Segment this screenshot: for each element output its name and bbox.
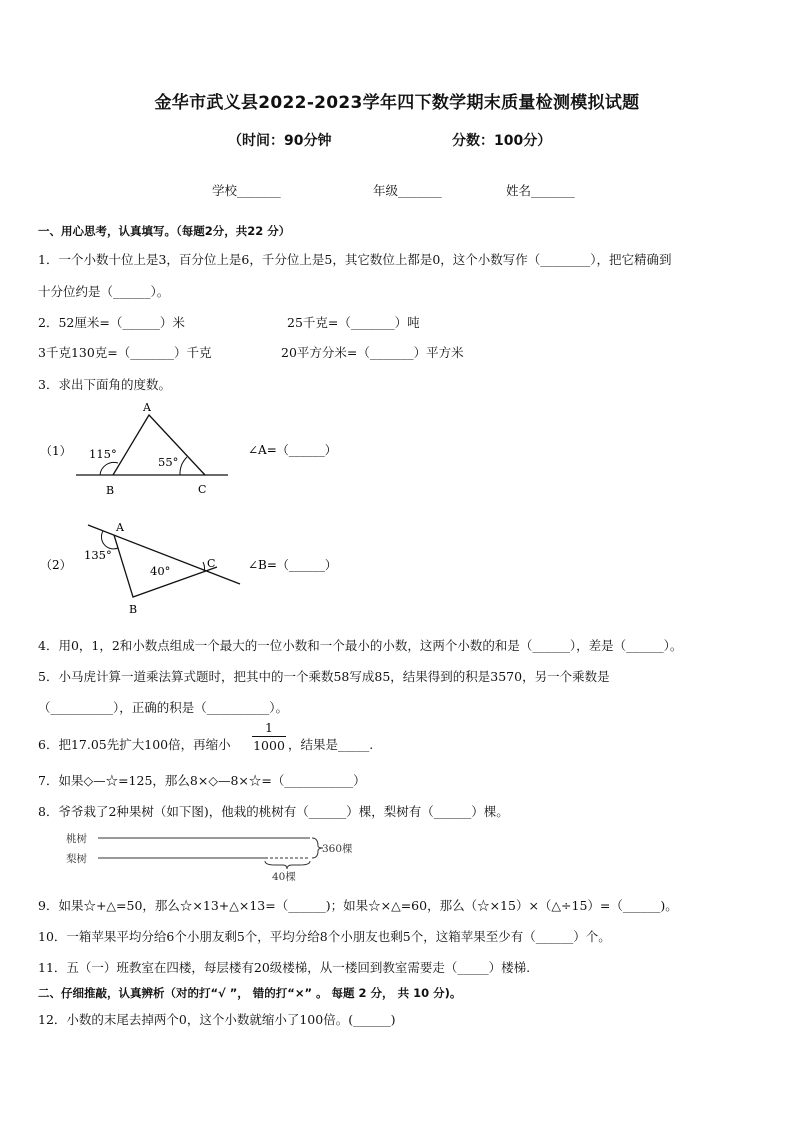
- triangle-figure-2: [0, 515, 400, 620]
- figure-1-vertex-c: C: [198, 483, 207, 496]
- question-6-fraction: [252, 720, 286, 753]
- figure-2-vertex-b: B: [129, 603, 138, 616]
- question-2-part-b: 25千克=（_______）吨: [287, 315, 420, 330]
- peach-tree-label: 桃树: [66, 833, 87, 845]
- question-6-after: ，结果是_____.: [288, 737, 374, 752]
- question-2-part-c: 3千克130克=（_______）千克: [38, 345, 212, 360]
- question-2-part-a: 2．52厘米=（______）米: [38, 315, 185, 330]
- figure-1-label: （1）: [40, 444, 72, 458]
- figure-2-answer: ∠B=（______）: [248, 558, 337, 572]
- exam-time: （时间：90分钟: [228, 133, 332, 149]
- fraction-denominator: 1000: [253, 738, 285, 753]
- fraction-numerator: 1: [265, 720, 273, 735]
- school-field: 学校_______: [212, 183, 281, 198]
- fruit-tree-diagram: [0, 826, 420, 886]
- figure-1-answer: ∠A=（______）: [248, 443, 337, 457]
- question-7: 7．如果◇—☆=125，那么8×◇—8×☆=（___________）: [38, 773, 366, 788]
- figure-2-vertex-c: C: [207, 557, 216, 570]
- question-6-before: 6．把17.05先扩大100倍，再缩小: [38, 737, 231, 752]
- figure-2-label: （2）: [40, 558, 72, 572]
- grade-field: 年级_______: [373, 183, 442, 198]
- question-9: 9．如果☆+△=50，那么☆×13+△×13=（______)；如果☆×△=60，那么（☆×15）×（△÷15）=（______)。: [38, 898, 678, 913]
- name-field: 姓名_______: [506, 183, 575, 198]
- figure-1-exterior-angle: 115°: [89, 447, 117, 461]
- question-8-text: 8．爷爷栽了2种果树（如下图)，他栽的桃树有（______）棵，梨树有（______）棵。: [38, 804, 509, 819]
- question-5-line-2: （__________），正确的积是（__________）。: [38, 700, 289, 715]
- fraction-bar: [252, 736, 286, 737]
- exam-score: 分数：100分）: [452, 133, 552, 149]
- question-3-text: 3．求出下面角的度数。: [38, 377, 171, 392]
- figure-2-exterior-angle: 135°: [84, 548, 112, 562]
- figure-1-vertex-a: A: [143, 401, 151, 414]
- question-1-line-2: 十分位约是（______）。: [38, 284, 170, 299]
- total-trees-label: 360棵: [322, 843, 353, 855]
- figure-1-vertex-b: B: [106, 484, 115, 497]
- question-11: 11．五（一）班教室在四楼，每层楼有20级楼梯，从一楼回到教室需要走（_____）楼梯.: [38, 960, 531, 975]
- section-1-title: 一、用心思考，认真填写。（每题2分，共22 分）: [38, 224, 291, 238]
- figure-2-angle-c: 40°: [150, 564, 171, 578]
- section-2-title: 二、仔细推敲，认真辨析（对的打“√ ”， 错的打“×” 。 每题 2 分， 共 10 分)。: [38, 986, 462, 1000]
- question-5-line-1: 5．小马虎计算一道乘法算式题时，把其中的一个乘数58写成85，结果得到的积是3570，另一个乘数是: [38, 669, 610, 684]
- difference-label: 40棵: [272, 871, 296, 883]
- question-10: 10．一箱苹果平均分给6个小朋友剩5个，平均分给8个小朋友也剩5个，这箱苹果至少有（______）个。: [38, 929, 611, 944]
- triangle-figure-1: [0, 395, 400, 505]
- figure-1-angle-c: 55°: [158, 455, 179, 469]
- question-1-line-1: 1．一个小数十位上是3，百分位上是6，千分位上是5，其它数位上都是0，这个小数写作（________），把它精确到: [38, 252, 672, 267]
- figure-2-vertex-a: A: [116, 521, 124, 534]
- pear-tree-label: 梨树: [66, 853, 87, 865]
- question-4: 4．用0，1，2和小数点组成一个最大的一位小数和一个最小的小数，这两个小数的和是（______），差是（______）。: [38, 638, 683, 653]
- page-title: 金华市武义县2022-2023学年四下数学期末质量检测模拟试题: [154, 93, 640, 113]
- question-12: 12．小数的末尾去掉两个0，这个小数就缩小了100倍。(______): [38, 1012, 396, 1027]
- question-2-part-d: 20平方分米=（_______）平方米: [281, 345, 464, 360]
